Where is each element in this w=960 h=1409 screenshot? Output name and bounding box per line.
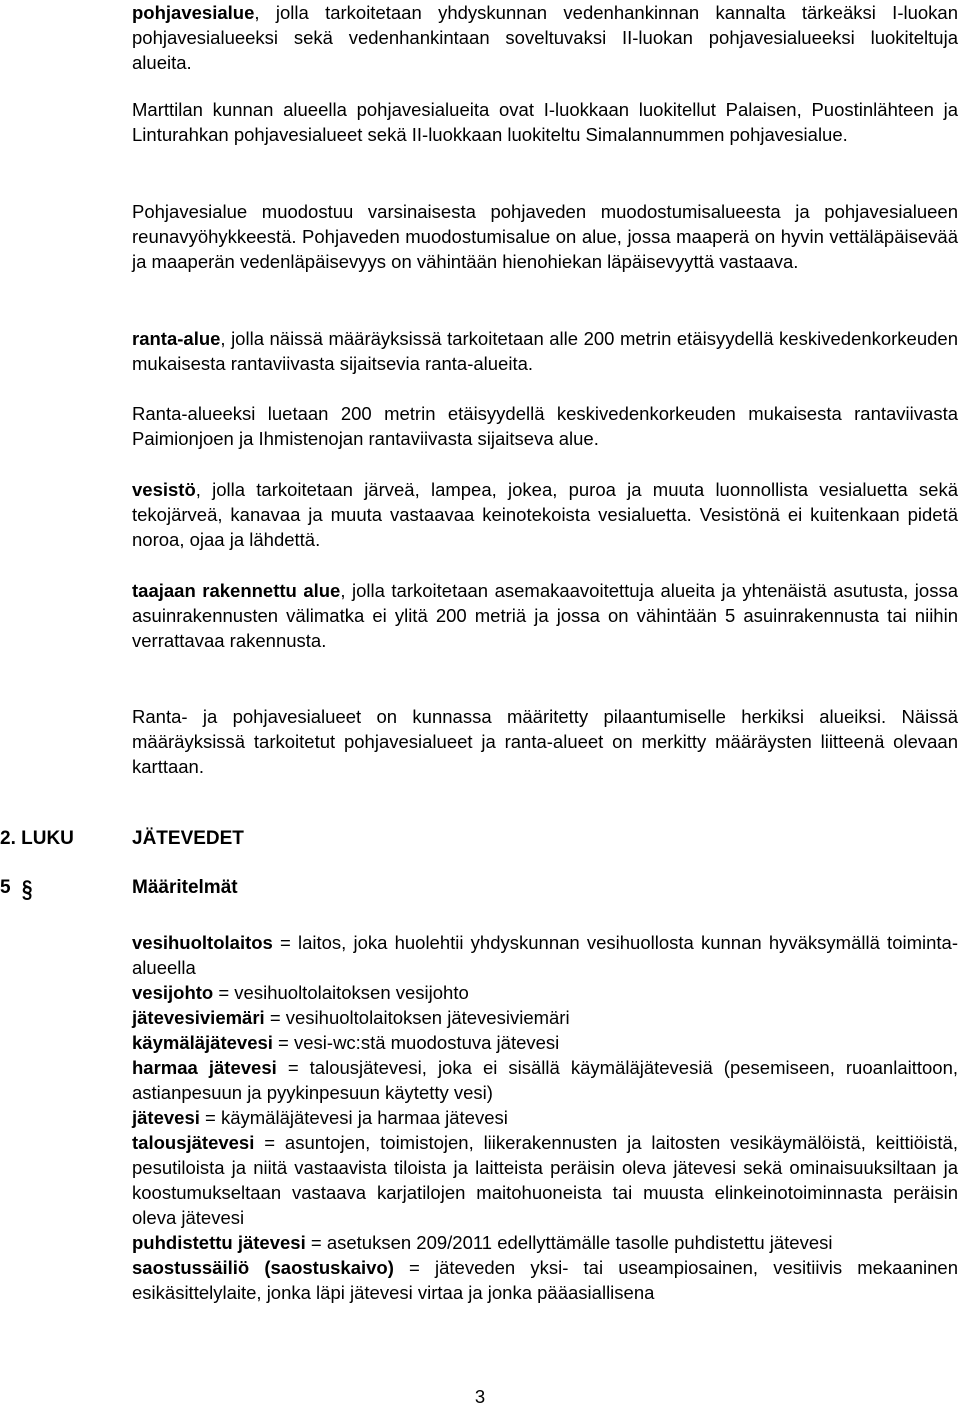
term: taajaan rakennettu alue xyxy=(132,580,341,601)
chapter-number: 2. LUKU xyxy=(0,828,74,849)
section-title: Määritelmät xyxy=(132,877,238,898)
section-sign: § xyxy=(21,876,33,904)
paragraph-sensitive-areas: Ranta- ja pohjavesialueet on kunnassa määritetty pilaantumiselle herkiksi alueiksi. Näissä määräyksissä tarkoitetut pohjavesialueet ja ranta-alueet on merkitty määräysten liitteenä olevaan karttaan. xyxy=(132,706,958,777)
paragraph-urban-area-definition xyxy=(132,578,958,653)
definitions-list xyxy=(132,930,958,1305)
term: talousjätevesi xyxy=(132,1132,255,1153)
definition-item xyxy=(132,1255,958,1305)
definition-item xyxy=(132,1055,958,1105)
definition-item xyxy=(132,1230,958,1255)
section-num: 5 xyxy=(0,877,11,898)
definition-text: = laitos, joka huolehtii yhdyskunnan vesihuollosta kunnan hyväksymällä toiminta-alueella xyxy=(132,932,958,978)
definition-text: = jäteveden yksi- tai useampiosainen, vesitiivis mekaaninen esikäsittelylaite, jonka läpi jätevesi virtaa ja jonka pääasiallisena xyxy=(132,1257,958,1303)
term: puhdistettu jätevesi xyxy=(132,1232,306,1253)
definition-text: = vesihuoltolaitoksen vesijohto xyxy=(213,982,469,1003)
definition-text: = asetuksen 209/2011 edellyttämälle tasolle puhdistettu jätevesi xyxy=(305,1232,833,1253)
term: jätevesiviemäri xyxy=(132,1007,265,1028)
term: käymäläjätevesi xyxy=(132,1032,273,1053)
page-number: 3 xyxy=(474,1386,486,1407)
definition-item xyxy=(132,1030,958,1055)
definition-item xyxy=(132,1005,958,1030)
definition-text: = vesihuoltolaitoksen jätevesiviemäri xyxy=(264,1007,570,1028)
term: ranta-alue xyxy=(132,328,221,349)
definition-text: , jolla tarkoitetaan asemakaavoitettuja alueita ja yhtenäistä asutusta, jossa asuinrakennusten välimatka ei ylitä 200 metriä ja jossa on vähintään 5 asuinrakennusta tai niihin verrattavaa rakennusta. xyxy=(132,580,958,651)
definition-text: , jolla näissä määräyksissä tarkoitetaan alle 200 metrin etäisyydellä keskivedenkorkeuden mukaisesta rantaviivasta sijaitsevia ranta-alueita. xyxy=(132,328,958,374)
paragraph-watercourse-definition xyxy=(132,477,958,552)
paragraph-groundwater-definition xyxy=(132,0,958,75)
definition-text: = talousjätevesi, joka ei sisällä käymäläjätevesiä (pesemiseen, ruoanlaittoon, astianpesuun ja pyykinpesuun käytetty vesi) xyxy=(132,1057,959,1103)
section-number xyxy=(0,875,33,904)
definition-text: = vesi-wc:stä muodostuva jätevesi xyxy=(272,1032,560,1053)
paragraph-shore-areas: Ranta-alueeksi luetaan 200 metrin etäisyydellä keskivedenkorkeuden mukaisesta rantaviivasta Paimionjoen ja Ihmistenojan rantaviivasta sijaitseva alue. xyxy=(132,403,958,449)
term: vesijohto xyxy=(132,982,214,1003)
term: saostussäiliö (saostuskaivo) xyxy=(132,1257,394,1278)
definition-item xyxy=(132,980,958,1005)
term: vesihuoltolaitos xyxy=(132,932,273,953)
definition-item xyxy=(132,1130,958,1230)
paragraph-groundwater-areas: Marttilan kunnan alueella pohjavesialueita ovat I-luokkaan luokitellut Palaisen, Puostinlähteen ja Linturahkan pohjavesialueet sekä II-luokkaan luokiteltu Simalannummen pohjavesialue. xyxy=(132,99,958,145)
definition-text: , jolla tarkoitetaan järveä, lampea, jokea, puroa ja muuta luonnollista vesialuetta sekä tekojärveä, kanavaa ja muuta vastaavaa keinotekoista vesialuetta. Vesistönä ei kuitenkaan pidetä noroa, ojaa ja lähdettä. xyxy=(132,479,958,550)
definition-item xyxy=(132,1105,958,1130)
definition-text: = asuntojen, toimistojen, liikerakennusten ja laitosten vesikäymälöistä, keittiöistä, pesutiloista ja niitä vastaavista tiloista ja laitteista peräisin oleva jätevesi sekä ominaisuuksiltaan ja koostumukseltaan vastaava karjatilojen maitohuoneista tai muusta elinkeinotoiminnasta peräisin oleva jätevesi xyxy=(132,1132,958,1228)
chapter-title: JÄTEVEDET xyxy=(132,828,244,849)
term: harmaa jätevesi xyxy=(132,1057,277,1078)
term: pohjavesialue xyxy=(132,2,255,23)
definition-item xyxy=(132,930,958,980)
definition-text: , jolla tarkoitetaan yhdyskunnan vedenhankinnan kannalta tärkeäksi I-luokan pohjavesialueeksi sekä vedenhankintaan soveltuvaksi II-luokan pohjavesialueeksi luokiteltuja alueita. xyxy=(132,2,958,73)
term: vesistö xyxy=(132,479,196,500)
term: jätevesi xyxy=(132,1107,200,1128)
paragraph-groundwater-formation: Pohjavesialue muodostuu varsinaisesta pohjaveden muodostumisalueesta ja pohjavesialueen reunavyöhykkeestä. Pohjaveden muodostumisalue on alue, jossa maaperä on hyvin vettäläpäisevää ja maaperän vedenläpäisevyys on vähintään hienohiekan läpäisevyyttä vastaava. xyxy=(132,201,958,272)
definition-text: = käymäläjätevesi ja harmaa jätevesi xyxy=(199,1107,508,1128)
paragraph-shore-definition xyxy=(132,326,958,376)
